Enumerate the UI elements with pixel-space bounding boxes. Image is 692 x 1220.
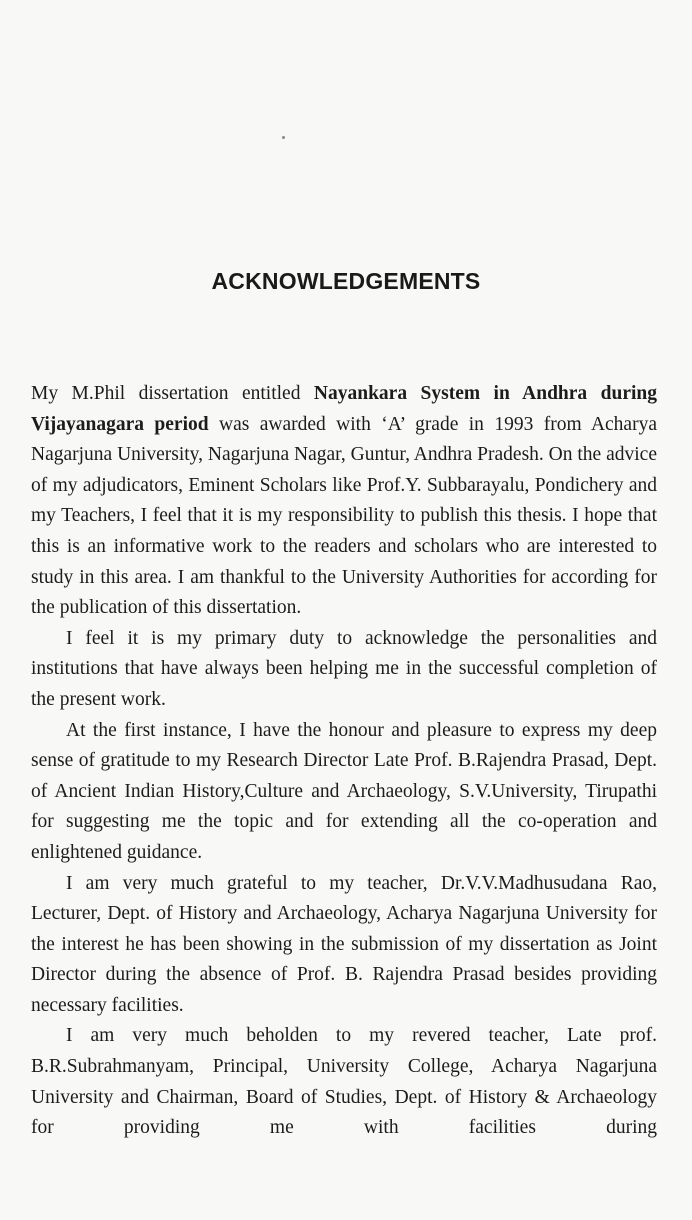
paragraph-5: I am very much beholden to my revered teacher, Late prof. B.R.Subrahmanyam, Principal, University College, Acharya Nagarjuna University and Chairman, Board of Studies, Dept. of History & Archaeology for providing me with facilities during (31, 1025, 657, 1139)
scan-speck (282, 136, 285, 139)
acknowledgements-body (31, 379, 657, 1144)
paragraph-1 (31, 379, 657, 624)
dissertation-title: Nayankara System in Andhra during Vijayanagara period (31, 383, 657, 435)
paragraph-1-rest: was awarded with ‘A’ grade in 1993 from Acharya Nagarjuna University, Nagarjuna Nagar, Guntur, Andhra Pradesh. On the advice of my adjudicators, Eminent Scholars like Prof.Y. Subbarayalu, Pondichery and my Teachers, I feel that it is my responsibility to publish this thesis. I hope that this is an informative work to the readers and scholars who are interested to study in this area. I am thankful to the University Authorities for according for the publication of this dissertation. (31, 413, 657, 619)
paragraph-3: At the first instance, I have the honour and pleasure to express my deep sense of gratitude to my Research Director Late Prof. B.Rajendra Prasad, Dept. of Ancient Indian History,Culture and Archaeology, S.V.University, Tirupathi for suggesting me the topic and for extending all the co-operation and enlightened guidance. (31, 719, 657, 863)
paragraph-4: I am very much grateful to my teacher, Dr.V.V.Madhusudana Rao, Lecturer, Dept. of History and Archaeology, Acharya Nagarjuna University for the interest he has been showing in the submission of my dissertation as Joint Director during the absence of Prof. B. Rajendra Prasad besides providing necessary facilities. (31, 872, 657, 1016)
paragraph-2: I feel it is my primary duty to acknowledge the personalities and institutions that have always been helping me in the successful completion of the present work. (31, 627, 657, 710)
page-heading: ACKNOWLEDGEMENTS (211, 268, 481, 294)
paragraph-1-intro: My M.Phil dissertation entitled (31, 383, 314, 404)
